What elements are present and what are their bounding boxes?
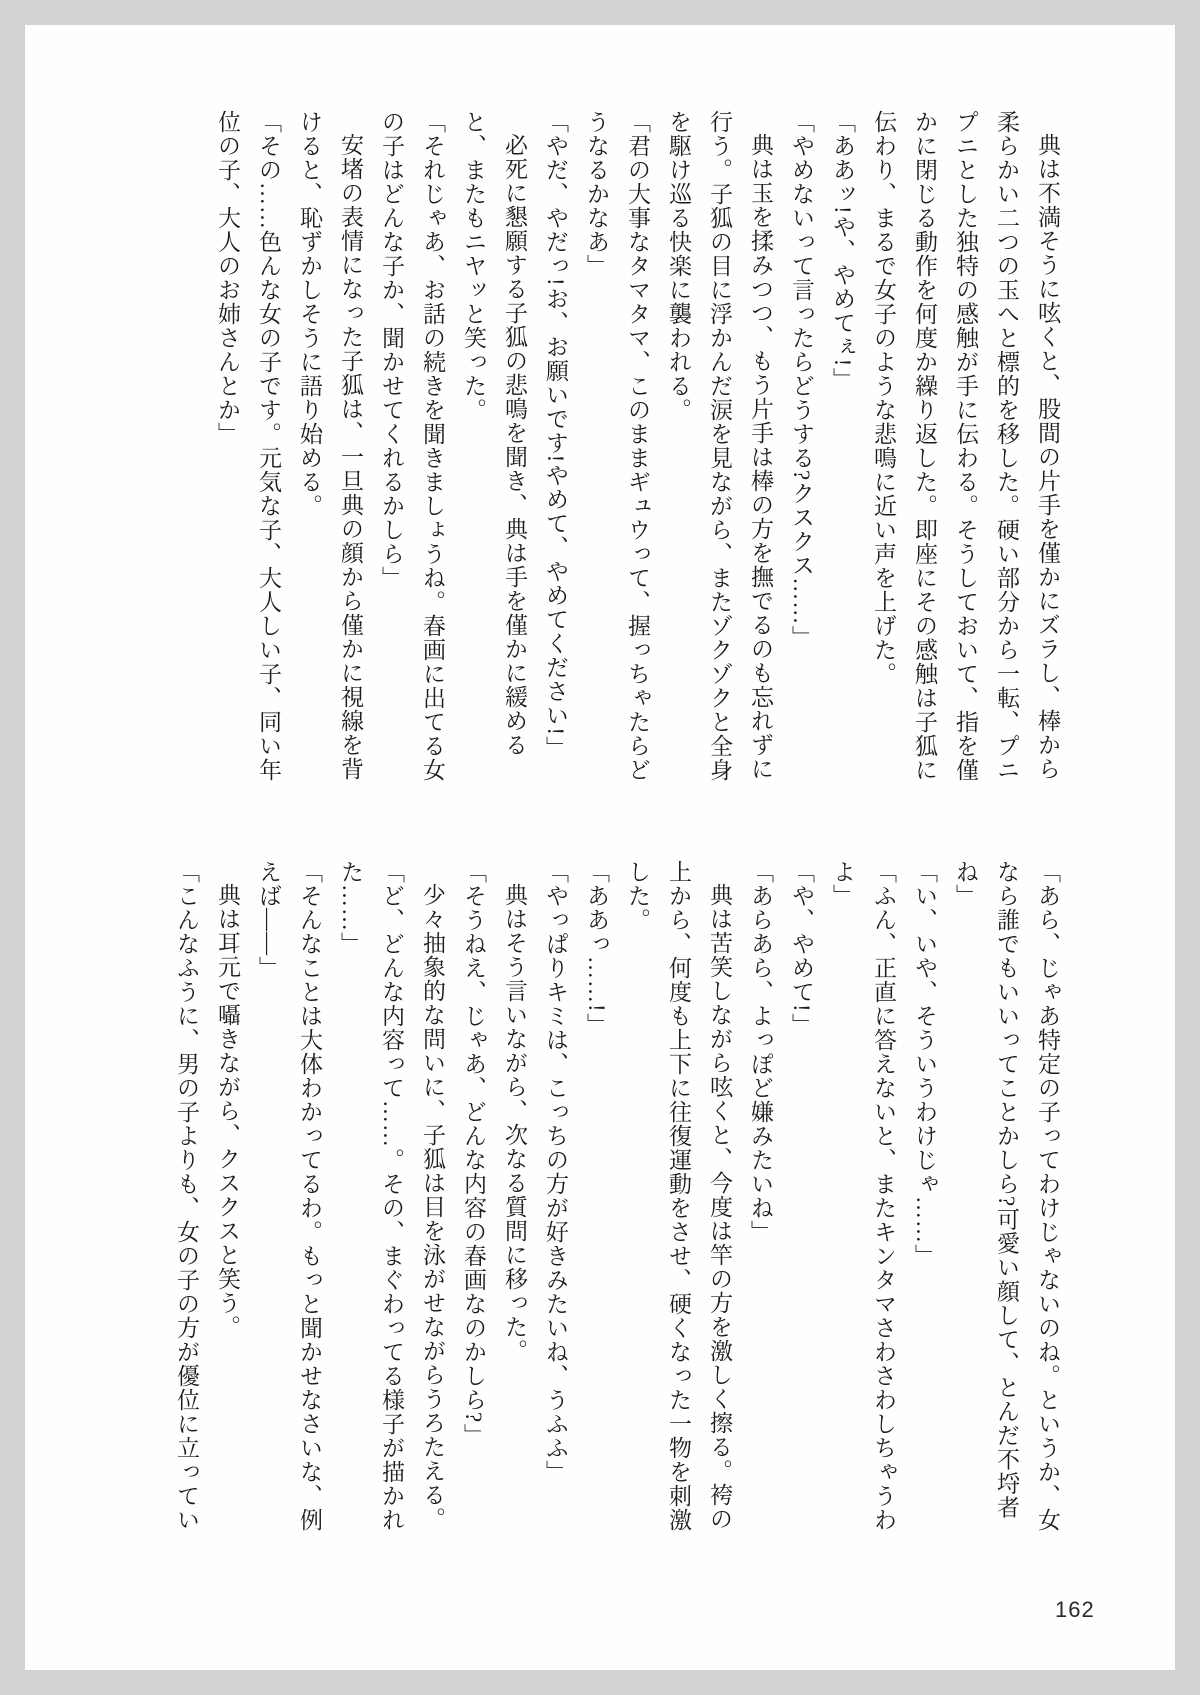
paragraph: 「君の大事なタマタマ、このままギュウって、握っちゃたらどうなるかなあ」 [584, 110, 650, 782]
paragraph: 安堵の表情になった子狐は、一旦典の顔から僅かに視線を背けると、恥ずかしそうに語り始める。 [297, 110, 363, 781]
paragraph: 典は苦笑しながら呟くと、今度は竿の方を激しく擦る。袴の上から、何度も上下に往復運動をさせ、硬くなった一物を刺激した。 [625, 860, 732, 1532]
paragraph: 「その……色んな女の子です。元気な子、大人しい子、同い年位の子、大人のお姉さんとか」 [215, 110, 281, 782]
paragraph: 「ど、どんな内容って……。その、まぐわってる様子が描かれた……」 [338, 860, 404, 1532]
text-block-top [166, 110, 1068, 782]
paragraph: 必死に懇願する子狐の悲鳴を聞き、典は手を僅かに緩めると、またもニヤッと笑った。 [461, 110, 527, 757]
paragraph: 「やだ、やだっ!お、お願いです!やめて、やめてください!」 [543, 110, 568, 760]
paragraph: 典は不満そうに呟くと、股間の片手を僅かにズラし、棒から柔らかい二つの玉へと標的を移した。硬い部分から一転、プニプニとした独特の感触が手に伝わる。そうしておいて、指を僅かに閉じる動作を何度か繰り返した。即座にその感触は子狐に伝わり、まるで女子のような悲鳴に近い声を上げた。 [871, 110, 1060, 782]
page-number: 162 [1055, 1597, 1095, 1622]
paragraph: 典は玉を揉みつつ、もう片手は棒の方を撫でるのも忘れずに行う。子狐の目に浮かんだ涙を見ながら、またゾクゾクと全身を駆け巡る快楽に襲われる。 [666, 110, 773, 782]
paragraph: 「あらあら、よっぽど嫌みたいね」 [748, 860, 773, 1244]
paragraph: 「ふん、正直に答えないと、またキンタマさわさわしちゃうわよ」 [830, 860, 896, 1532]
paragraph: 「そんなことは大体わかってるわ。もっと聞かせなさいな、例えば――」 [256, 860, 322, 1532]
text-block-bottom [166, 860, 1068, 1532]
paragraph: 「それじゃあ、お話の続きを聞きましょうね。春画に出てる女の子はどんな子か、聞かせてくれるかしら」 [379, 110, 445, 782]
paragraph: 「や、やめて!」 [789, 860, 814, 1037]
document-page [25, 25, 1175, 1670]
paragraph: 「やっぱりキミは、こっちの方が好きみたいね、うふふ」 [543, 860, 568, 1484]
paragraph: 「そうねえ、じゃあ、どんな内容の春画なのかしら?」 [461, 860, 486, 1448]
paragraph: 典はそう言いながら、次なる質問に移った。 [502, 883, 527, 1363]
paragraph: 「ああっ……!」 [584, 860, 609, 1037]
paragraph: 「こんなふうに、男の子よりも、女の子の方が優位に立ってい [174, 860, 199, 1532]
paragraph: 「やめないって言ったらどうする?クスクス……」 [789, 110, 814, 650]
paragraph: 典は耳元で囁きながら、クスクスと笑う。 [215, 883, 240, 1339]
paragraph: 「あら、じゃあ特定の子ってわけじゃないのね。というか、女なら誰でもいいってことかしら?可愛い顔して、とんだ不埒者ね」 [953, 860, 1060, 1532]
paragraph: 「ああッ!や、やめてぇ!」 [830, 110, 855, 392]
paragraph: 「い、いや、そういうわけじゃ……」 [912, 860, 937, 1268]
paragraph: 少々抽象的な問いに、子狐は目を泳がせながらうろたえる。 [420, 883, 445, 1531]
